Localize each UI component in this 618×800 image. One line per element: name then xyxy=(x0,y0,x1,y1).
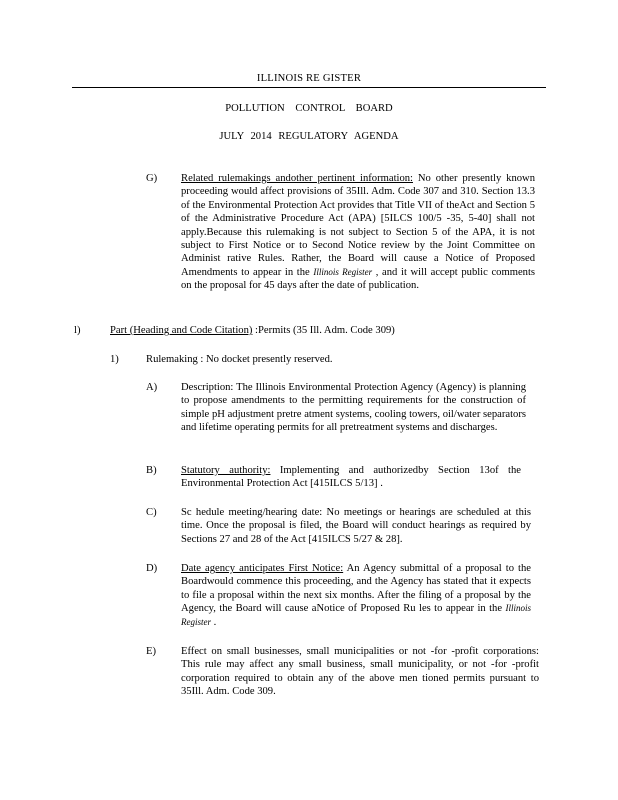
register-title: ILLINOIS RE GISTER xyxy=(256,73,362,84)
item-g-heading: Related rulemakings andother pertinent information: xyxy=(181,173,413,184)
item-d-paragraph xyxy=(181,562,531,629)
item-e-label: E) xyxy=(146,646,156,657)
illinois-register-italic: Illinois Register xyxy=(181,603,531,627)
item-b-heading: Statutory authority: xyxy=(181,465,271,476)
item-g-body-b: , and it will accept public comments on the proposal for 45 days after the date of publication. xyxy=(181,266,536,292)
item-b-paragraph xyxy=(181,464,521,491)
part-label: l) xyxy=(74,325,81,336)
agenda-title: JULY 2014 REGULATORY AGENDA xyxy=(219,131,399,142)
item-d-heading: Date agency anticipates First Notice: xyxy=(181,563,344,574)
part-heading: Part (Heading and Code Citation) xyxy=(110,325,253,336)
part-text: :Permits (35 Ill. Adm. Code 309) xyxy=(252,325,395,336)
board-title: POLLUTION CONTROL BOARD xyxy=(225,103,393,114)
item-c-text: Sc hedule meeting/hearing date: No meetings or hearings are scheduled at this time. Once the proposal is filed, the Board will conduct hearings as required by Sections 27 and 28 of the Act [415ILCS 5/27 & 28]. xyxy=(181,507,531,545)
item-a-text: Description: The Illinois Environmental Protection Agency (Agency) is planning to propose amendments to the permitting requirements for the construction of simple pH adjustment pretre atment systems, cooling towers, oil/water separators and lifetime operating permits for all pretreatment systems and discharges. xyxy=(181,382,526,434)
item-e-text: Effect on small businesses, small municipalities or not -for -profit corporations: This rule may affect any small business, small municipality, or not -for -profit corporation required to obtain any of the above men tioned permits pursuant to 35Ill. Adm. Code 309. xyxy=(181,646,539,698)
rulemaking-label: 1) xyxy=(110,354,119,365)
item-d-body-a: An Agency submittal of a proposal to the Boardwould commence this proceeding, and the Agency has stated that it expects to file a proposal within the next six months. After the filing of a proposal by the Agency, the Board will cause aNotice of Proposed Ru les to appear in the xyxy=(181,563,531,615)
item-c-label: C) xyxy=(146,507,157,518)
header-rule xyxy=(72,87,546,88)
item-d-body-b: . xyxy=(211,616,217,628)
item-g-paragraph xyxy=(181,172,535,293)
item-g-body-a: No other presently known proceeding would affect provisions of 35Ill. Adm. Code 307 and 310. Section 13.3 of the Environmental Protection Act provides that Title VII of theAct and Section 5 of the Administrative Procedure Act (APA) [5ILCS 100/5 -35, 5-40] shall not apply.Because this rulemaking is not subject to Section 5 of the APA, it is not subject to First Notice or to Second Notice review by the Joint Committee on Administ rative Rules. Rather, the Board will cause a Notice of Proposed Amendments to appear in the xyxy=(181,173,535,278)
item-a-label: A) xyxy=(146,382,158,393)
item-b-label: B) xyxy=(146,465,157,476)
item-b-text: Implementing and authorizedby Section 13of the Environmental Protection Act [415ILCS 5/13] . xyxy=(181,465,521,490)
rulemaking-text: Rulemaking : No docket presently reserved. xyxy=(146,354,333,365)
item-g-label: G) xyxy=(146,173,158,184)
item-d-label: D) xyxy=(146,563,158,574)
illinois-register-italic: Illinois Register xyxy=(313,266,373,277)
part-line xyxy=(110,324,540,337)
